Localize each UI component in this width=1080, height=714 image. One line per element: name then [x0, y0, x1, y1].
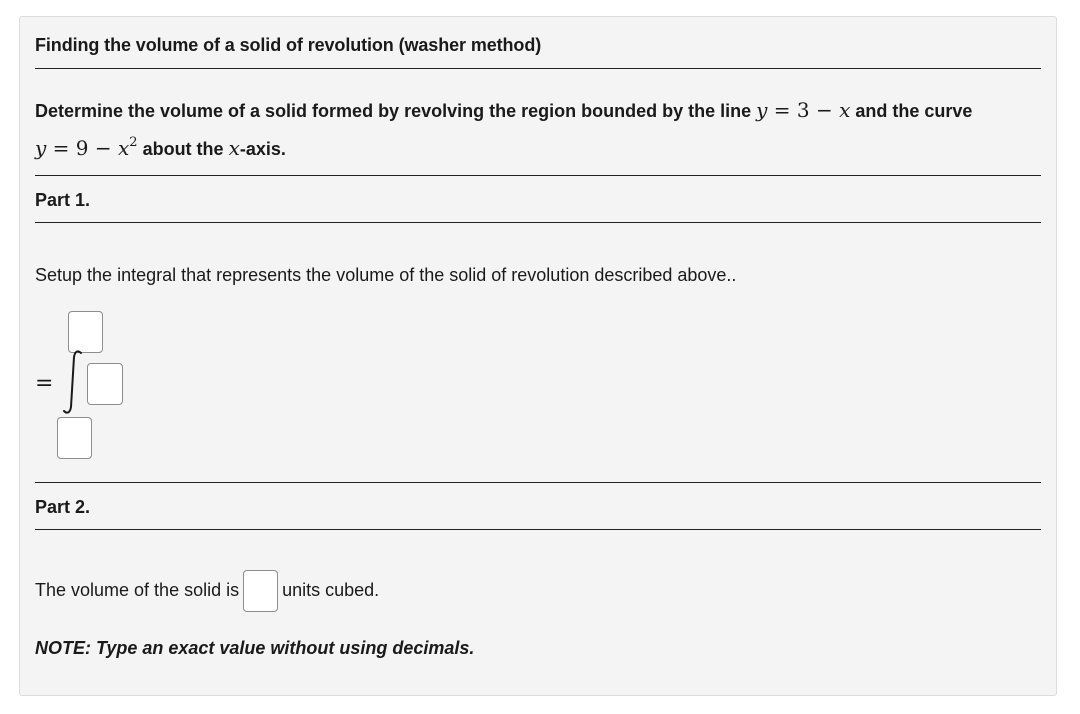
- problem-title: Finding the volume of a solid of revolution (washer method): [35, 35, 542, 55]
- volume-prefix: The volume of the solid is: [35, 580, 240, 600]
- part1-label: Part 1.: [35, 190, 91, 210]
- part2-top-divider: [35, 482, 1041, 483]
- volume-answer-input[interactable]: [243, 570, 278, 612]
- lower-limit-input[interactable]: [57, 417, 92, 459]
- equals-sign: =: [35, 371, 54, 396]
- upper-limit-input[interactable]: [68, 311, 103, 353]
- question-axis-suffix: -axis.: [239, 139, 286, 159]
- part1-bottom-divider: [35, 222, 1041, 223]
- line-equation: y = 3 − x: [756, 98, 851, 122]
- curve-equation: $y = 9 - x^2$: [35, 135, 138, 160]
- problem-panel: [19, 16, 1057, 696]
- question-about: about the: [142, 139, 224, 159]
- integrand-input[interactable]: [87, 363, 123, 405]
- decimal-note: NOTE: Type an exact value without using decimals.: [35, 638, 475, 658]
- integral-icon: [62, 349, 84, 415]
- part2-label: Part 2.: [35, 497, 91, 517]
- volume-suffix: units cubed.: [282, 580, 380, 600]
- title-divider: [35, 68, 1041, 69]
- problem-content: [35, 17, 1041, 695]
- question-mid: and the curve: [855, 101, 973, 121]
- axis-variable: x: [228, 136, 240, 160]
- question-text: [35, 95, 1025, 165]
- part1-instruction: Setup the integral that represents the volume of the solid of revolution described above..: [35, 265, 737, 285]
- volume-sentence: [35, 568, 379, 612]
- part2-bottom-divider: [35, 529, 1041, 530]
- part1-top-divider: [35, 175, 1041, 176]
- question-prefix: Determine the volume of a solid formed by revolving the region bounded by the line: [35, 101, 752, 121]
